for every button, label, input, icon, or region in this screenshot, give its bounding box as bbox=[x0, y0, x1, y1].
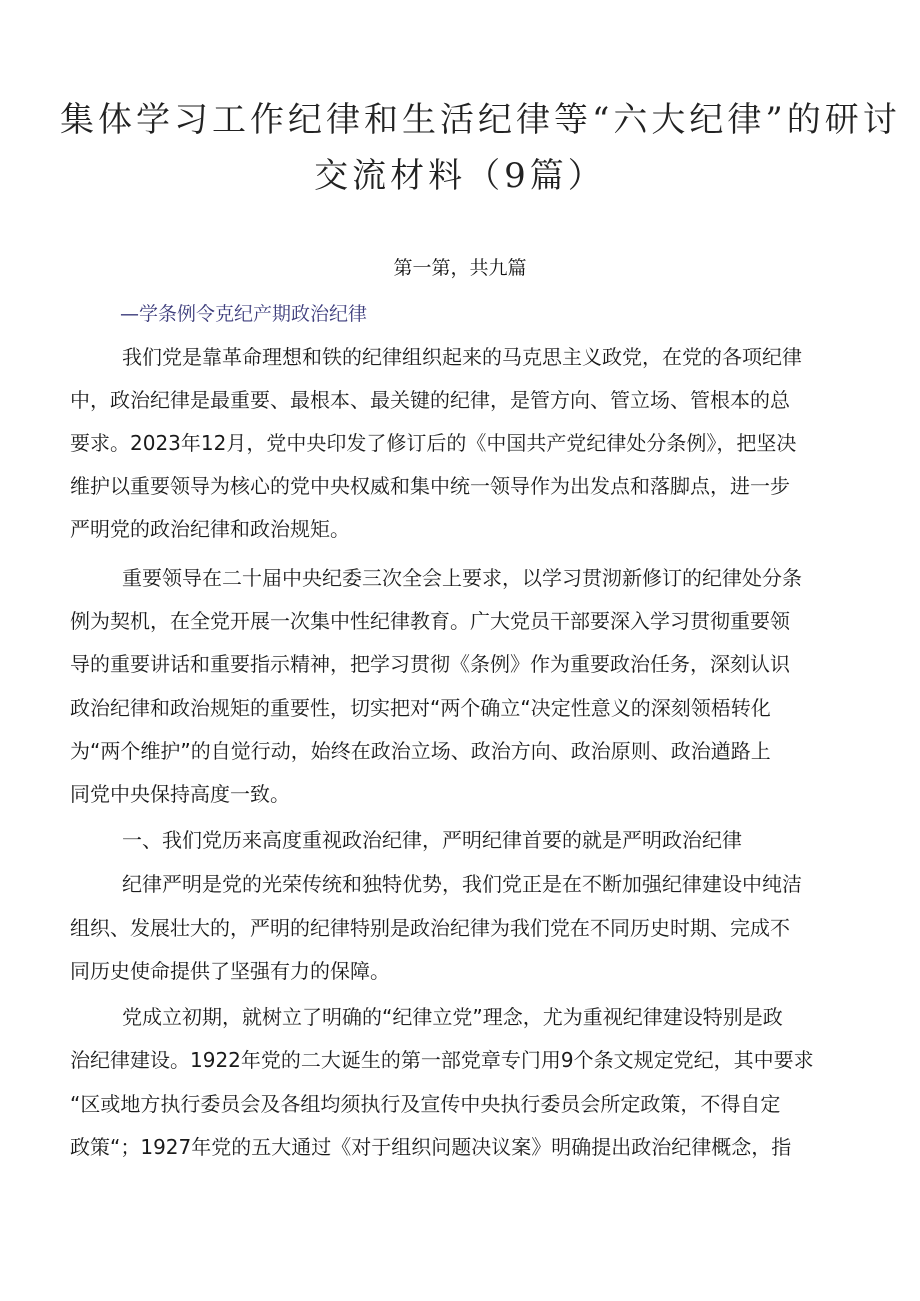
body-line: 政策“；1927年党的五大通过《对于组织问题决议案》明确提出政治纪律概念，指 bbox=[70, 1135, 792, 1159]
body-line: 中，政治纪律是最重要、最根本、最关键的纪律，是管方向、管立场、管根本的总 bbox=[70, 388, 790, 412]
body-line: 严明党的政治纪律和政治规矩。 bbox=[70, 517, 350, 541]
body-line: 同党中央保持高度一致。 bbox=[70, 782, 290, 806]
subsection-heading: 一、我们党历来高度重视政治纪律，严明纪律首要的就是严明政治纪律 bbox=[122, 828, 742, 852]
body-line: 重要领导在二十届中央纪委三次全会上要求，以学习贯沏新修订的纪律处分条 bbox=[122, 566, 802, 590]
body-line: “区或地方执行委员会及各组均须执行及宣传中央执行委员会所定政策，不得自定 bbox=[70, 1092, 781, 1116]
body-line: 同历史使命提供了坚强有力的保障。 bbox=[70, 959, 390, 983]
part-subtitle: 第一第，共九篇 bbox=[393, 257, 527, 279]
body-line: 治纪律建设。1922年党的二大诞生的第一部党章专门用9个条文规定党纪，其中要求 bbox=[70, 1048, 814, 1072]
body-line: 例为契机，在全党开展一次集中性纪律教育。广大党员干部要深入学习贯彻重要领 bbox=[70, 609, 790, 633]
document-title-line-1: 集体学习工作纪律和生活纪律等“六大纪律”的研讨 bbox=[60, 100, 901, 140]
document-title-line-2: 交流材料（9篇） bbox=[314, 156, 606, 196]
section-heading: —学条例令克纪产期政治纪律 bbox=[120, 303, 368, 325]
body-line: 为“两个维护”的自觉行动，始终在政治立场、政治方向、政治原则、政治遒路上 bbox=[70, 739, 771, 763]
body-line: 导的重要讲话和重要指示精神，把学习贯彻《条例》作为重要政治任务，深刻认识 bbox=[70, 652, 790, 676]
body-line: 要求。2023年12月，党中央印发了修订后的《中国共产党纪律处分条例》，把坚决 bbox=[70, 431, 797, 455]
body-line: 党成立初期，就树立了明确的“纪律立党”理念，尤为重视纪律建设特别是政 bbox=[122, 1005, 783, 1029]
body-line: 维护以重要领导为核心的党中央权威和集中统一领导作为出发点和落脚点，进一步 bbox=[70, 474, 790, 498]
body-line: 政治纪律和政治规矩的重要性，切实把对“两个确立“决定性意义的深刻领梧转化 bbox=[70, 696, 771, 720]
body-line: 纪律严明是党的光荣传统和独特优势，我们党正是在不断加强纪律建设中纯洁 bbox=[122, 872, 802, 896]
body-line: 组织、发展壮大的，严明的纪律特别是政治纪律为我们党在不同历史时期、完成不 bbox=[70, 916, 790, 940]
body-line: 我们党是靠革命理想和铁的纪律组织起来的马克思主义政党，在党的各项纪律 bbox=[122, 345, 802, 369]
